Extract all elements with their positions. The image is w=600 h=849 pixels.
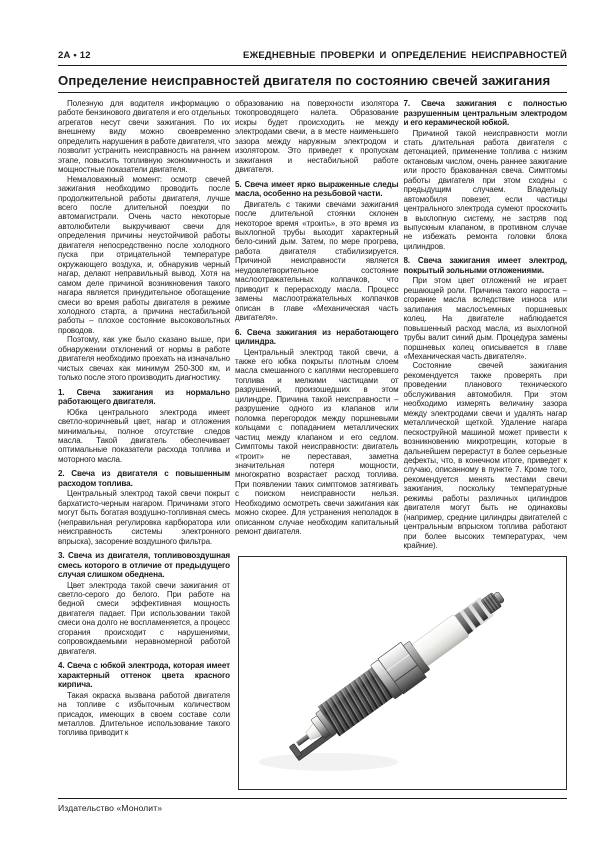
section-heading: 4. Свеча с юбкой электрода, которая имеет характерный оттенок цвета красного кирпича.: [58, 661, 230, 690]
text-column-2: [235, 99, 399, 556]
paragraph: Центральный электрод такой свечи, а также его юбка покрыты плотным слоем масла смешанного с каплями несгоревшего топлива и мелкими частицами от разрушений, произошедших в этом цилиндре. Причина такой неисправности – разрушение одного из клапанов или поломка перегородок между поршневыми кольцами с попаданием металлических частиц между клапаном и его седлом. Симптомы такой неисправности: двигатель «троит» не переставая, заметна значительная потеря мощности, многократно возрастает расход топлива. При появлении таких симптомов затягивать с поиском неисправности нельзя. Необходимо осмотреть свечи зажигания как можно скорее. Для устранения неполадок в описанном случае необходим капитальный ремонт двигателя.: [235, 347, 399, 537]
paragraph: Юбка центрального электрода имеет светло-коричневый цвет, нагар и отложения минимальны, полное отсутствие следов масла. Такой двигатель обеспечивает оптимальные показатели расхода топлива и моторного масла.: [58, 407, 230, 464]
paragraph: образованию на поверхности изолятора токопроводящего налета. Образование искры будет происходить не между электродами свечи, а в месте наименьшего зазора между наружным электродом и изолятором. Это приведет к пропускам зажигания и нестабильной работе двигателя.: [235, 99, 399, 175]
section-heading: 6. Свеча зажигания из неработающего цилиндра.: [235, 327, 399, 347]
section-heading: 5. Свеча имеет ярко выраженные следы масла, особенно на резьбовой части.: [235, 179, 399, 199]
page-header: [58, 50, 567, 66]
paragraph: Состояние свечей зажигания рекомендуется также проверять при проведении планового технического обслуживания автомобиля. При этом необходимо измерять величину зазора между электродами свечи и удалять нагар металлической щеткой. Удаление нагара пескоструйной машиной может привести к возникновению микротрещин, которые в дальнейшем перерастут в более серьезные дефекты, что, в конечном итоге, приведет к случаю, описанному в пункте 7. Кроме того, рекомендуется менять местами свечи зажигания, поскольку температурные режимы работы различных цилиндров двигателя могут быть не одинаковы (например, средние цилиндры двигателей с центральным впрыском топлива работают при более высоких температурах, чем крайние).: [403, 361, 567, 551]
paragraph: Такая окраска вызвана работой двигателя на топливе с избыточным количеством присадок, имеющих в своем составе соли металлов. Длительное использование такого топлива приводит к: [58, 690, 230, 738]
columns-2-3-and-figure: [235, 99, 567, 795]
spark-plug-image: [239, 557, 566, 789]
section-heading: 2. Свеча из двигателя с повышенным расходом топлива.: [58, 469, 230, 488]
section-heading: 7. Свеча зажигания с полностью разрушенным центральным электродом и его керамической юбкой.: [403, 99, 567, 127]
paragraph: Полезную для водителя информацию о работе бензинового двигателя и его отдельных агрегатов несут свечи зажигания. По их внешнему виду можно своевременно определить нарушения в работе двигателя, что позволит устранить неисправность на раннем этапе, повысить топливную экономичность и мощностные показатели двигателя.: [58, 99, 230, 175]
paragraph: Цвет электрода такой свечи зажигания от светло-серого до белого. При работе на бедной смеси эффективная мощность двигателя падает. При использовании такой смеси она долго не воспламеняется, а процесс сгорания происходит с нарушениями, сопровождаемыми неравномерной работой двигателя.: [58, 580, 230, 656]
section-heading: 3. Свеча из двигателя, топливовоздушная смесь которого в отличие от предыдущего случая слишком обеднена.: [58, 551, 230, 580]
text-column-1: [58, 99, 230, 795]
paragraph: Двигатель с такими свечами зажигания после длительной стоянки склонен некоторое время «троить», в это время из выхлопной трубы выходит характерный бело-синий дым. Затем, по мере прогрева, работа двигателя стабилизируется. Причиной неисправности является неудовлетворительное состояние маслоотражательных колпачков, что приводит к перерасходу масла. Процесс замены маслоотражательных колпачков описан в главе «Механическая часть двигателя».: [235, 199, 399, 323]
text-column-3: [404, 99, 568, 556]
running-title: ЕЖЕДНЕВНЫЕ ПРОВЕРКИ И ОПРЕДЕЛЕНИЕ НЕИСПРАВНОСТЕЙ: [243, 50, 567, 61]
article-body: [58, 99, 567, 795]
paragraph: При этом цвет отложений не играет решающей роли. Причина такого нароста – сгорание масла вследствие износа или залипания маслосъемных поршневых колец. На двигателе наблюдается повышенный расход масла, из выхлопной трубы валит синий дым. Процедура замены поршневых колец описывается в главе «Механическая часть двигателя».: [403, 276, 567, 362]
section-heading: 8. Свеча зажигания имеет электрод, покрытый зольными отложениями.: [403, 256, 567, 275]
paragraph: Центральный электрод такой свечи покрыт бархатисто-черным нагаром. Причинами этого могут быть богатая воздушно-топливная смесь (неправильная регулировка карбюратора или неисправность системы электронного впрыска), засорение воздушного фильтра.: [58, 489, 230, 546]
page-footer: [58, 798, 567, 813]
figure-spark-plug: [238, 556, 567, 790]
paragraph: Причиной такой неисправности могли стать длительная работа двигателя с детонацией, применение топлива с низким октановым числом, очень раннее зажигание или просто бракованная свеча. Симптомы работы двигателя при этом сходны с предыдущим случаем. Владельцу автомобиля повезет, если частицы центрального электрода сумеют проскочить в выхлопную систему, не застряв под выпускным клапаном, в противном случае не избежать ремонта головки блока цилиндров.: [403, 128, 567, 251]
page-number: 2А • 12: [58, 50, 91, 61]
page-title: Определение неисправностей двигателя по состоянию свечей зажигания: [58, 73, 567, 93]
paragraph: Немаловажный момент: осмотр свечей зажигания необходимо проводить после продолжительной работы двигателя, лучше всего после длительной поездки по автомагистрали. Очень часто некоторые автолюбители выкручивают свечи для определения причины неустойчивой работы двигателя непосредственно после холодного пуска при отрицательной температуре окружающего воздуха, и, обнаружив черный нагар, делают неправильный вывод. Хотя на самом деле причиной возникновения такого нагара является принудительное обогащение смеси во время работы двигателя в режиме холодного старта, а причина нестабильной работы – плохое состояние высоковольтных проводов.: [58, 174, 230, 335]
paragraph: Поэтому, как уже было сказано выше, при обнаружении отклонений от нормы в работе двигателя необходимо проехать на изначально чистых свечах как минимум 250-300 км, и только после этого производить диагностику.: [58, 335, 230, 383]
section-heading: 1. Свеча зажигания из нормально работающего двигателя.: [58, 387, 230, 407]
publisher-label: Издательство «Монолит»: [58, 803, 163, 813]
